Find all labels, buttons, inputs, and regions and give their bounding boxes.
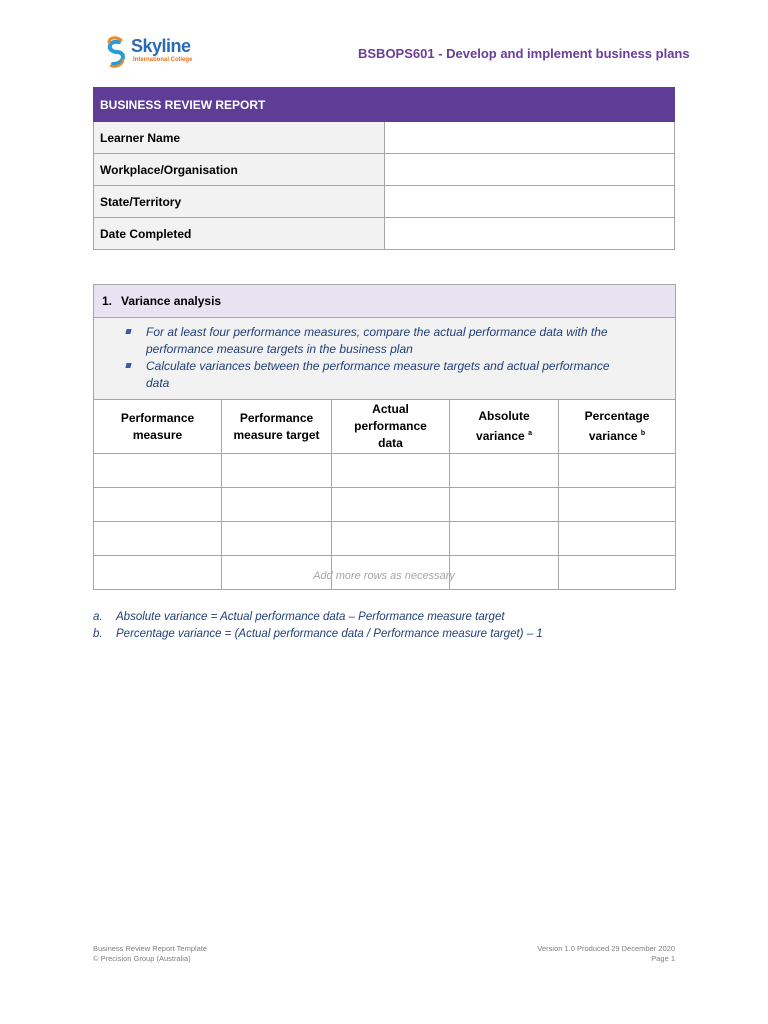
col-label: Absolute variance: [476, 409, 530, 443]
col-absolute-variance: [450, 400, 559, 454]
table-cell[interactable]: [559, 454, 676, 488]
section-title: Variance analysis: [121, 294, 222, 308]
state-territory-field[interactable]: [384, 186, 675, 218]
table-cell[interactable]: [222, 488, 332, 522]
table-row: [94, 488, 676, 522]
section-header-row: [94, 285, 676, 318]
footer-version: Version 1.0 Produced 29 December 2020: [537, 944, 675, 953]
table-cell[interactable]: [94, 454, 222, 488]
details-header-row: [94, 88, 675, 122]
table-cell[interactable]: [94, 488, 222, 522]
table-cell[interactable]: [222, 454, 332, 488]
table-cell[interactable]: [332, 488, 450, 522]
workplace-label: Workplace/Organisation: [94, 154, 385, 186]
footnote-text: Percentage variance = (Actual performance data / Performance measure target) – 1: [116, 628, 543, 640]
instructions-cell: [94, 318, 676, 400]
learner-name-field[interactable]: [384, 122, 675, 154]
report-title: BUSINESS REVIEW REPORT: [94, 88, 675, 122]
table-cell[interactable]: [450, 488, 559, 522]
workplace-field[interactable]: [384, 154, 675, 186]
footer-right: [537, 944, 675, 964]
table-cell[interactable]: [94, 522, 222, 556]
logo-text: Skyline: [131, 36, 191, 56]
logo-subtext: International College: [133, 57, 193, 63]
footer-copyright: © Precision Group (Australia): [93, 954, 191, 963]
table-row: [94, 454, 676, 488]
table-row: [94, 522, 676, 556]
details-row: [94, 218, 675, 250]
col-label: Performance measure target: [233, 410, 320, 442]
footer-template-name: Business Review Report Template: [93, 944, 208, 953]
date-completed-label: Date Completed: [94, 218, 385, 250]
col-label: Performance measure: [120, 410, 195, 442]
table-cell[interactable]: [450, 522, 559, 556]
col-superscript: a: [528, 430, 532, 437]
footnote-text: Absolute variance = Actual performance data – Performance measure target: [116, 611, 505, 623]
table-cell[interactable]: [559, 488, 676, 522]
instructions-row: [94, 318, 676, 400]
table-cell[interactable]: [332, 454, 450, 488]
variance-analysis-table: [93, 284, 676, 590]
skyline-logo: [93, 28, 213, 74]
learner-name-label: Learner Name: [94, 122, 385, 154]
footer-page-number: Page 1: [651, 954, 675, 963]
state-territory-label: State/Territory: [94, 186, 385, 218]
footnote-key: b.: [93, 628, 103, 640]
instructions-list: [94, 324, 675, 392]
col-performance-measure: [94, 400, 222, 454]
instruction-item: Calculate variances between the performance measure targets and actual performance data: [146, 358, 675, 392]
col-label: Actual performance data: [354, 402, 427, 450]
table-cell[interactable]: [332, 522, 450, 556]
col-percentage-variance: [559, 400, 676, 454]
details-row: [94, 154, 675, 186]
learner-details-table: [93, 87, 675, 250]
table-cell[interactable]: [450, 454, 559, 488]
col-label: Percentage variance: [584, 409, 650, 443]
footer-left: [93, 944, 207, 964]
course-code-title: BSBOPS601 - Develop and implement business plans: [358, 46, 690, 61]
footnote-b: [93, 628, 543, 640]
footnote-key: a.: [93, 611, 103, 623]
col-measure-target: [222, 400, 332, 454]
table-cell[interactable]: [222, 522, 332, 556]
section-header: [94, 285, 676, 318]
section-number: 1.: [102, 294, 113, 308]
add-rows-note: Add more rows as necessary: [313, 570, 455, 582]
col-superscript: b: [640, 430, 646, 437]
details-row: [94, 186, 675, 218]
footnote-a: [93, 611, 505, 623]
date-completed-field[interactable]: [384, 218, 675, 250]
details-row: [94, 122, 675, 154]
instruction-item: For at least four performance measures, compare the actual performance data with the performance measure targets in the business plan: [146, 324, 675, 358]
col-actual-data: [332, 400, 450, 454]
column-header-row: [94, 400, 676, 454]
table-cell[interactable]: [559, 522, 676, 556]
